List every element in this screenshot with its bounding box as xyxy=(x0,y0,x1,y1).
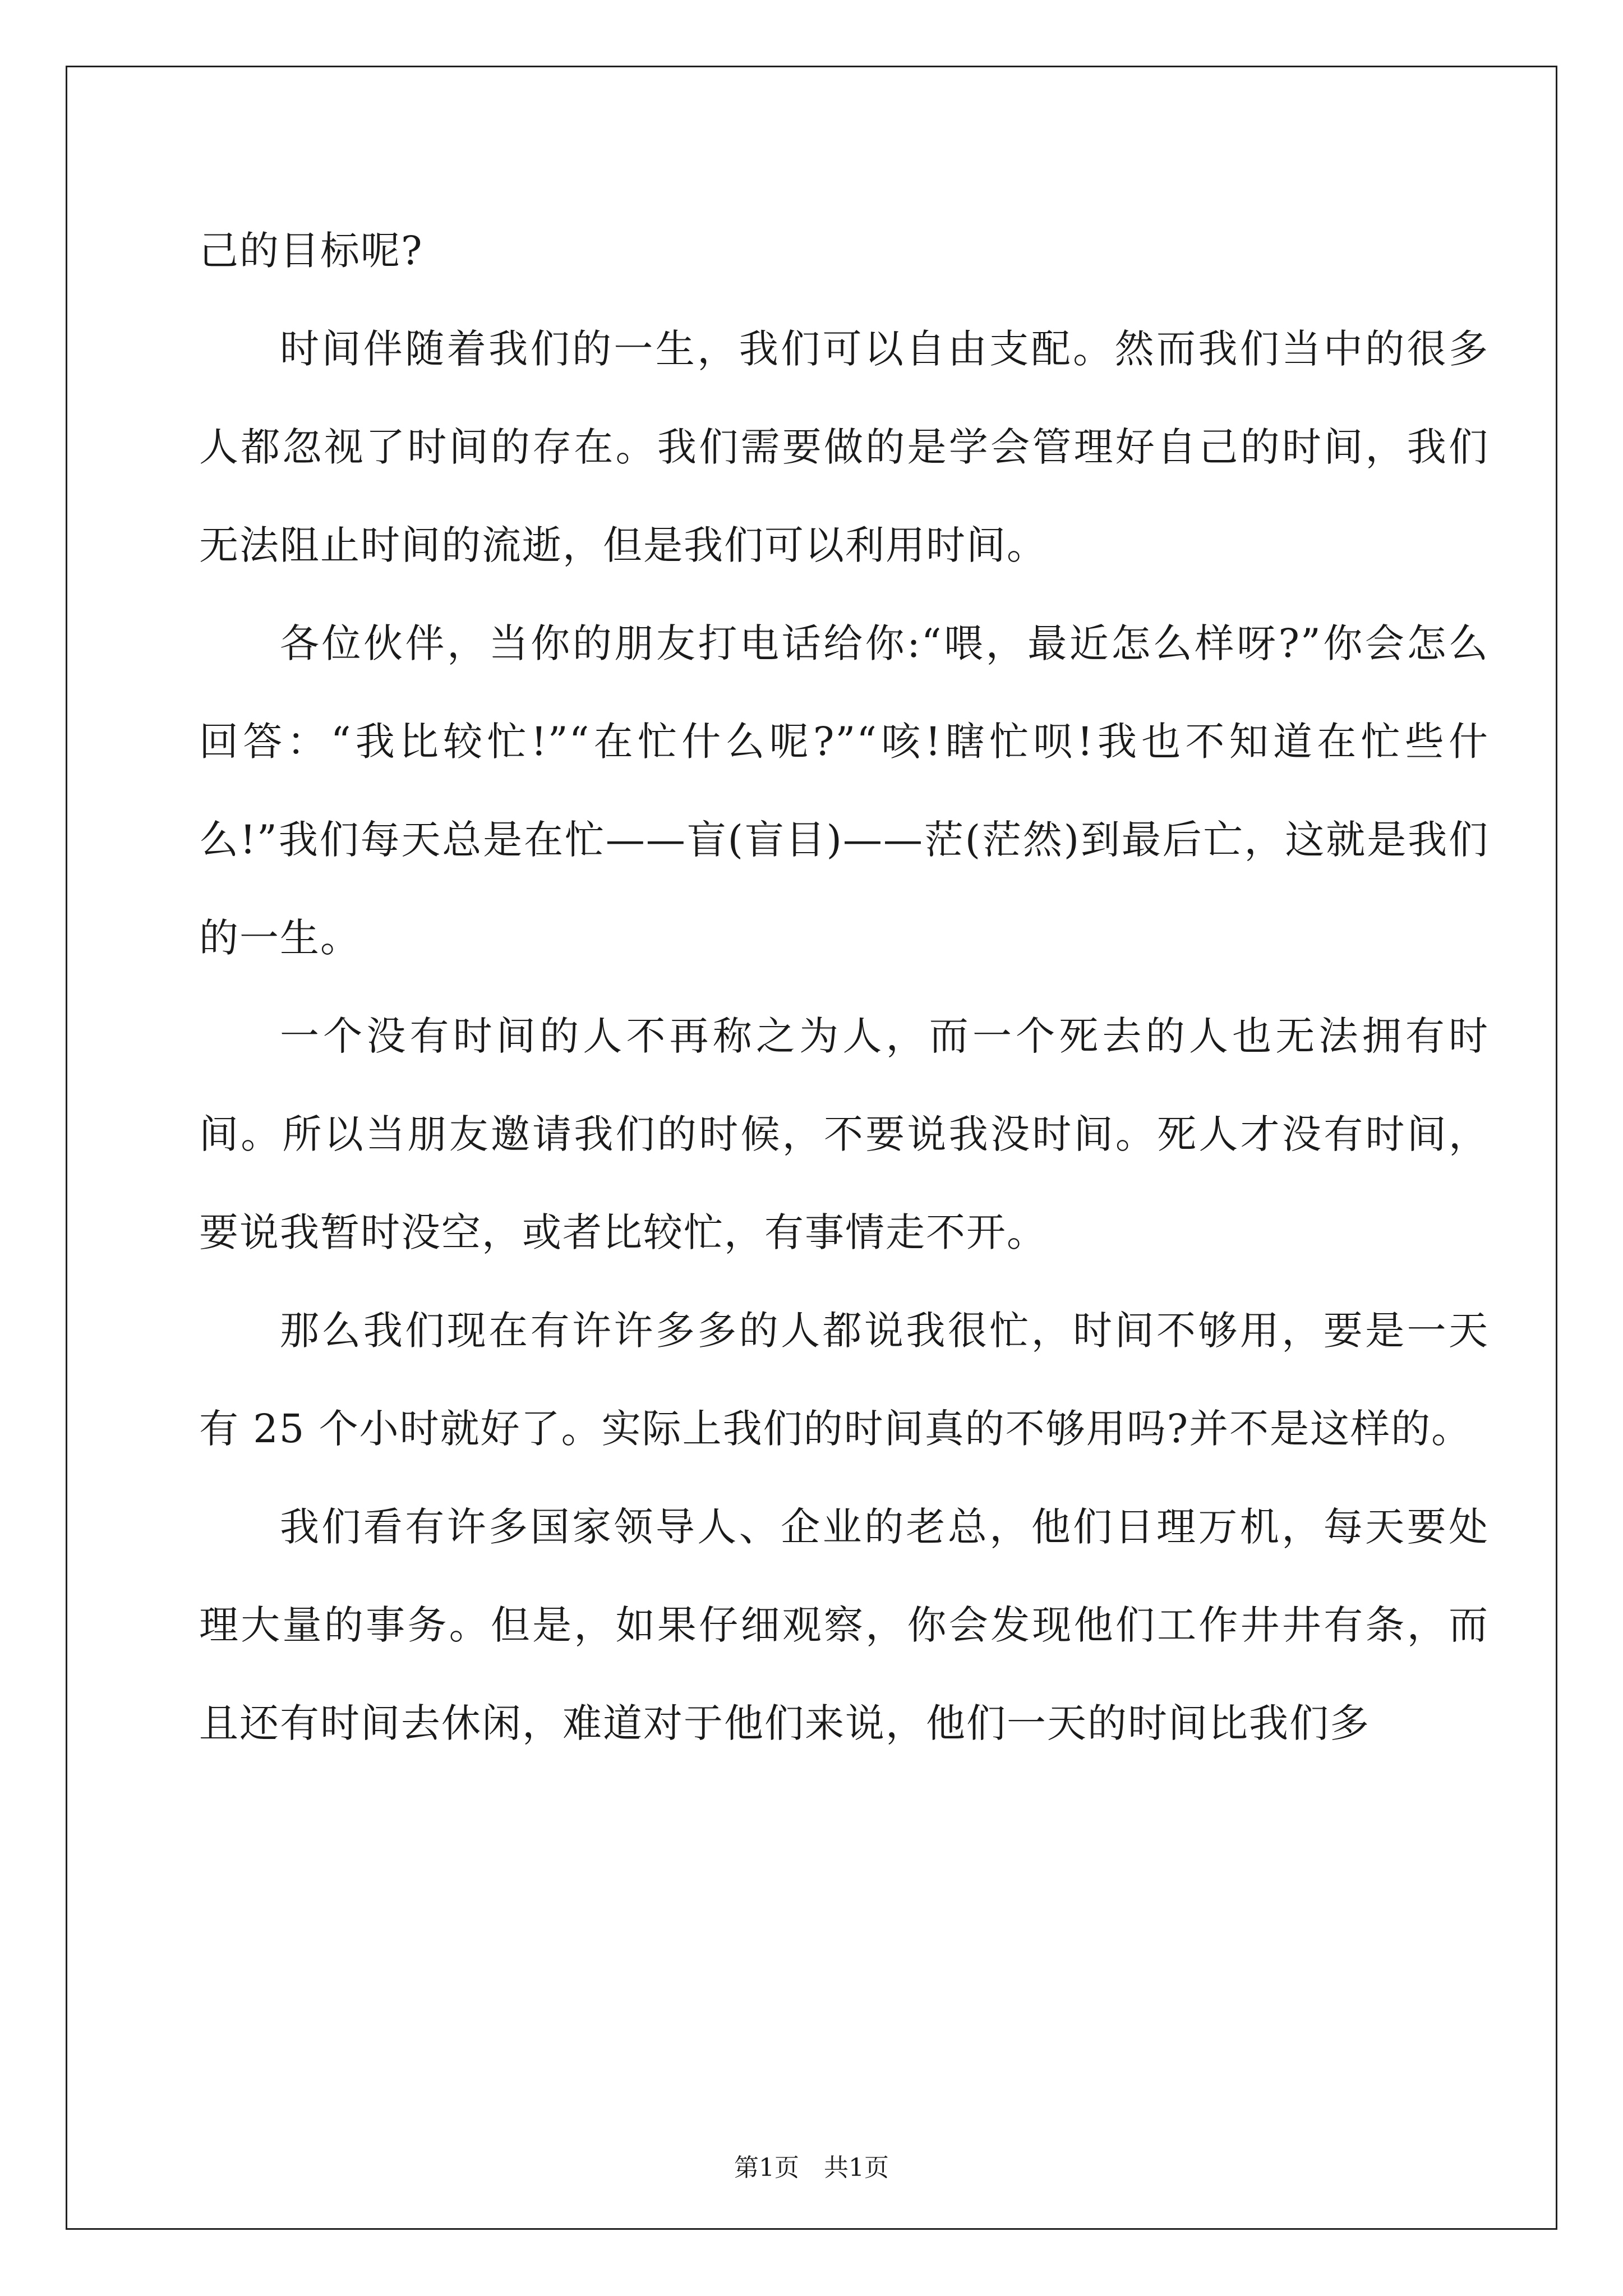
page-number: 第1页 共1页 xyxy=(734,2154,889,2182)
paragraph-5: 那么我们现在有许许多多的人都说我很忙，时间不够用，要是一天有 25 个小时就好了。实际上我们的时间真的不够用吗?并不是这样的。 xyxy=(199,1308,1489,1452)
paragraph-2: 时间伴随着我们的一生，我们可以自由支配。然而我们当中的很多人都忽视了时间的存在。我们需要做的是学会管理好自己的时间，我们无法阻止时间的流逝，但是我们可以利用时间。 xyxy=(199,326,1489,568)
paragraph-4: 一个没有时间的人不再称之为人，而一个死去的人也无法拥有时间。所以当朋友邀请我们的时候，不要说我没时间。死人才没有时间，要说我暂时没空，或者比较忙，有事情走不开。 xyxy=(199,1013,1489,1255)
paragraph-1: 己的目标呢? xyxy=(199,228,423,274)
document-body xyxy=(199,202,1489,1773)
paragraph-6: 我们看有许多国家领导人、企业的老总，他们日理万机，每天要处理大量的事务。但是，如果仔细观察，你会发现他们工作井井有条，而且还有时间去休闲，难道对于他们来说，他们一天的时间比我们多 xyxy=(199,1504,1489,1746)
page-footer xyxy=(0,2147,1623,2183)
paragraph-3: 各位伙伴，当你的朋友打电话给你:“喂，最近怎么样呀?”你会怎么回答：“我比较忙!”“在忙什么呢?”“咳!瞎忙呗!我也不知道在忙些什么!”我们每天总是在忙——盲(盲目)——茫(茫然)到最后亡，这就是我们的一生。 xyxy=(199,620,1489,961)
